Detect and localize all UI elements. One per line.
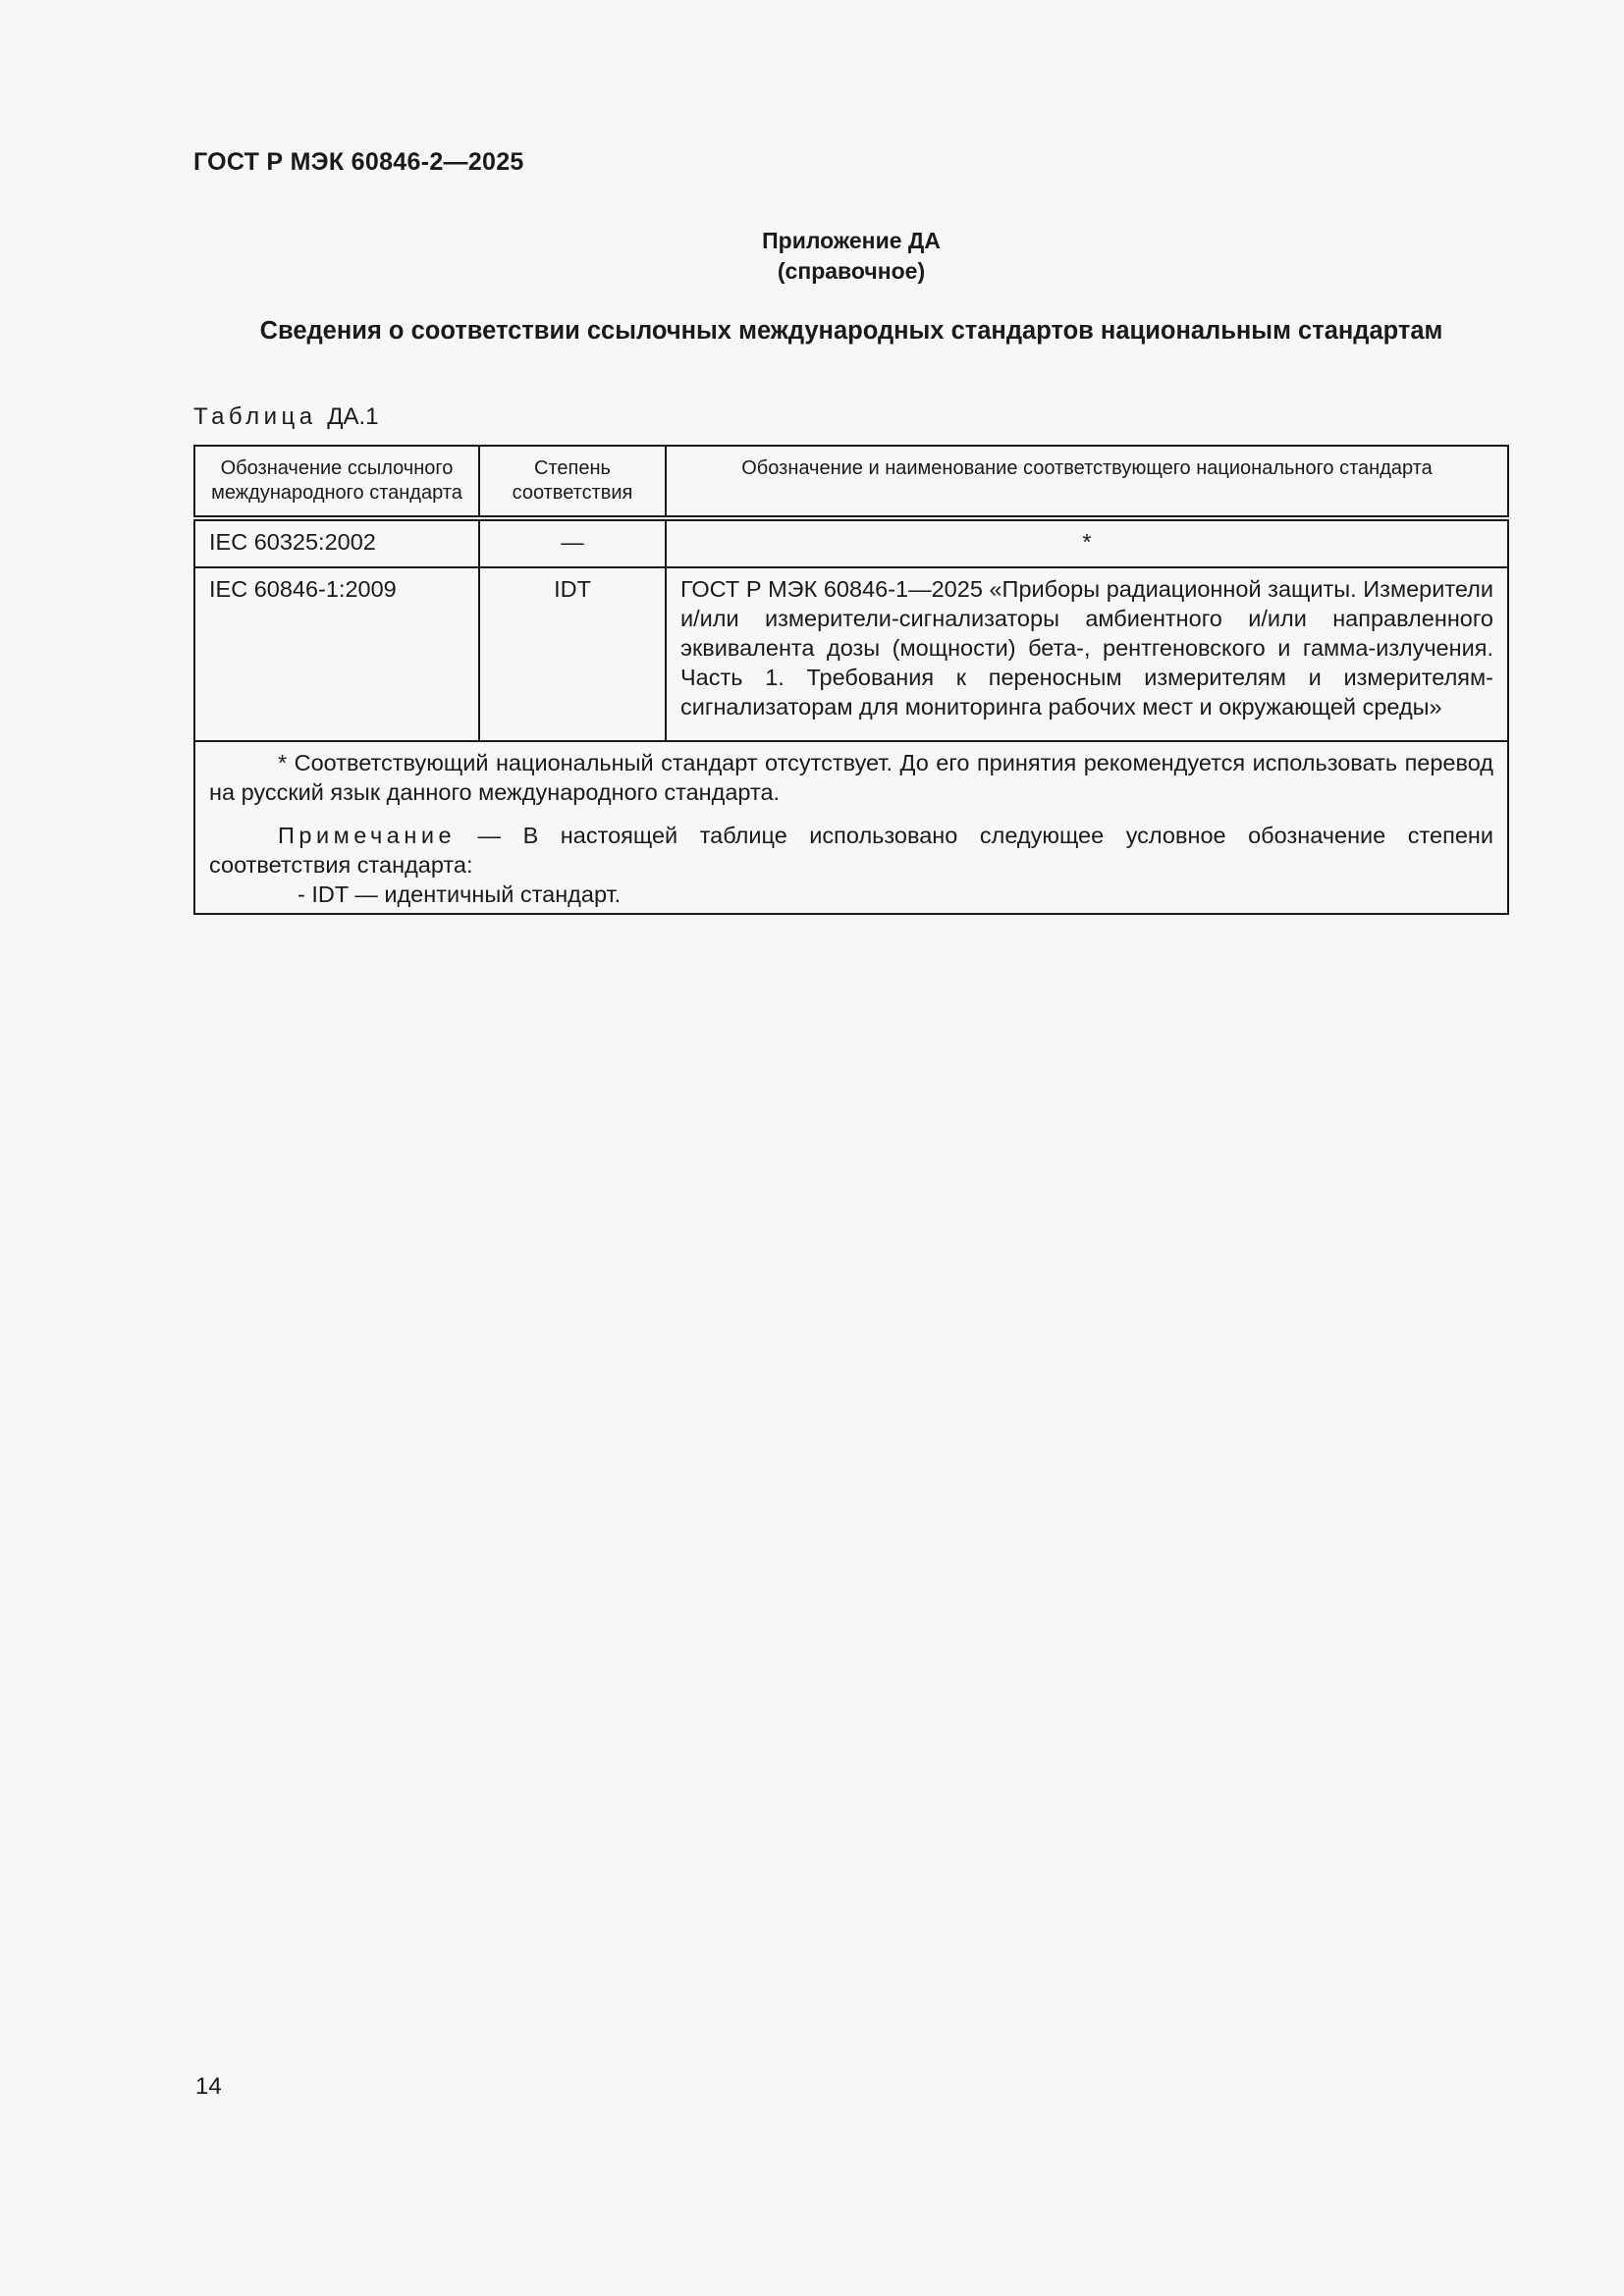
note-text: — В настоящей таблице использовано следующее условное обозначение степени соответствия стандарта: xyxy=(209,823,1493,878)
appendix-heading xyxy=(0,226,1624,287)
table-notes xyxy=(194,741,1508,914)
cell-national: * xyxy=(666,518,1508,567)
footnote: * Соответствующий национальный стандарт отсутствует. До его принятия рекомендуется использовать перевод на русский язык данного международного стандарта. xyxy=(209,750,1493,805)
section-title: Сведения о соответствии ссылочных международных стандартов национальным стандартам xyxy=(259,317,1443,345)
table-caption-word: Таблица xyxy=(193,403,317,430)
note-item: - IDT — идентичный стандарт. xyxy=(298,881,622,907)
header-degree: Степень соответствия xyxy=(479,446,666,518)
note-label: Примечание xyxy=(278,823,457,848)
cell-degree: — xyxy=(479,518,666,567)
header-national-standard: Обозначение и наименование соответствующего национального стандарта xyxy=(666,446,1508,518)
page-number: 14 xyxy=(195,2073,222,2100)
cell-national: ГОСТ Р МЭК 60846-1—2025 «Приборы радиационной защиты. Измерители и/или измерители-сигнализаторы амбиентного и/или направленного эквивалента дозы (мощности) бета-, рентгеновского и гамма-излучения. Часть 1. Требования к переносным измерителям и измерителям-сигнализаторам для мониторинга рабочих мест и окружающей среды» xyxy=(666,567,1508,741)
table-row xyxy=(194,567,1508,741)
document-code: ГОСТ Р МЭК 60846-2—2025 xyxy=(193,148,524,176)
table-row xyxy=(194,518,1508,567)
cell-reference: IEC 60325:2002 xyxy=(194,518,479,567)
table-caption xyxy=(193,403,379,431)
appendix-title: Приложение ДА xyxy=(762,228,941,253)
table-header-row xyxy=(194,446,1508,518)
appendix-subtitle: (справочное) xyxy=(777,258,926,284)
header-reference-standard: Обозначение ссылочного международного стандарта xyxy=(194,446,479,518)
note xyxy=(209,821,1493,880)
cell-reference: IEC 60846-1:2009 xyxy=(194,567,479,741)
table-caption-number: ДА.1 xyxy=(327,403,379,430)
correspondence-table xyxy=(193,445,1509,915)
table-notes-row xyxy=(194,741,1508,914)
cell-degree: IDT xyxy=(479,567,666,741)
